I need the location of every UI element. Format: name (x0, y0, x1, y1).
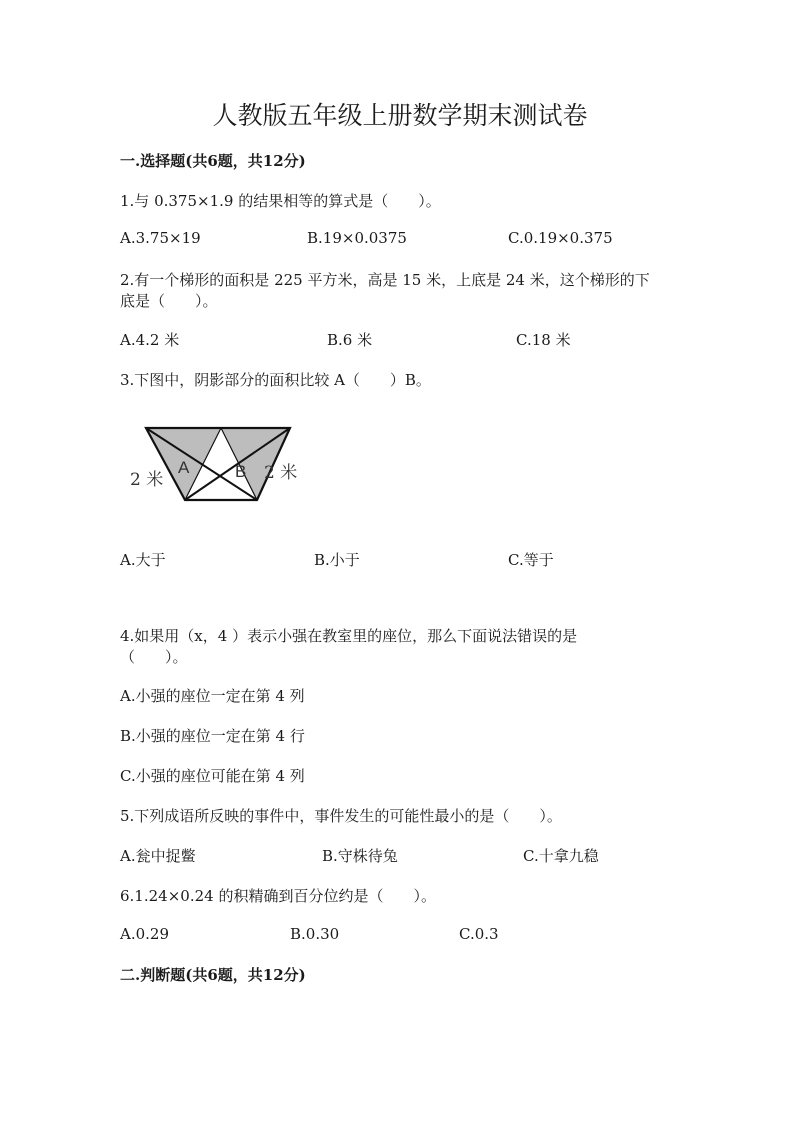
label-left-length: 2 米 (130, 470, 164, 490)
question-1-option-a: A.3.75×19 (120, 229, 201, 247)
question-4-line-2: （ ）。 (120, 648, 188, 666)
question-4-option-a: A.小强的座位一定在第 4 列 (120, 687, 305, 705)
question-1-option-b: B.19×0.0375 (307, 229, 407, 247)
question-6-option-b: B.0.30 (290, 925, 340, 943)
question-2-line-1: 2.有一个梯形的面积是 225 平方米，高是 15 米，上底是 24 米，这个梯形的下 (120, 271, 650, 289)
question-2-option-a: A.4.2 米 (120, 331, 180, 349)
page-title: 人教版五年级上册数学期末测试卷 (212, 101, 588, 130)
section-heading-true-false: 二.判断题(共6题，共12分) (120, 966, 306, 984)
label-a: A (178, 458, 190, 477)
question-3-option-c: C.等于 (508, 551, 554, 569)
question-4-option-b: B.小强的座位一定在第 4 行 (120, 727, 305, 745)
question-2-option-c: C.18 米 (516, 331, 571, 349)
question-2-line-2: 底是（ ）。 (120, 292, 218, 310)
question-5-option-c: C.十拿九稳 (523, 847, 599, 865)
question-1-option-c: C.0.19×0.375 (508, 229, 613, 247)
question-6: 6.1.24×0.24 的积精确到百分位约是（ ）。 (120, 887, 436, 905)
question-5-option-a: A.瓮中捉鳖 (120, 847, 196, 865)
question-2-option-b: B.6 米 (327, 331, 373, 349)
question-4-option-c: C.小强的座位可能在第 4 列 (120, 767, 305, 785)
question-3: 3.下图中，阴影部分的面积比较 A（ ）B。 (120, 371, 431, 389)
question-3-option-a: A.大于 (120, 551, 166, 569)
label-b: B (235, 462, 247, 481)
question-5: 5.下列成语所反映的事件中，事件发生的可能性最小的是（ ）。 (120, 807, 562, 825)
question-6-option-c: C.0.3 (459, 925, 499, 943)
question-1: 1.与 0.375×1.9 的结果相等的算式是（ ）。 (120, 192, 441, 210)
label-right-length: 2 米 (264, 463, 298, 483)
section-heading-choice: 一.选择题(共6题，共12分) (120, 152, 306, 170)
question-3-option-b: B.小于 (314, 551, 360, 569)
question-4-line-1: 4.如果用（x，4 ）表示小强在教室里的座位，那么下面说法错误的是 (120, 627, 578, 645)
question-6-option-a: A.0.29 (120, 925, 169, 943)
trapezoid-figure (128, 418, 313, 510)
question-5-option-b: B.守株待兔 (322, 847, 398, 865)
